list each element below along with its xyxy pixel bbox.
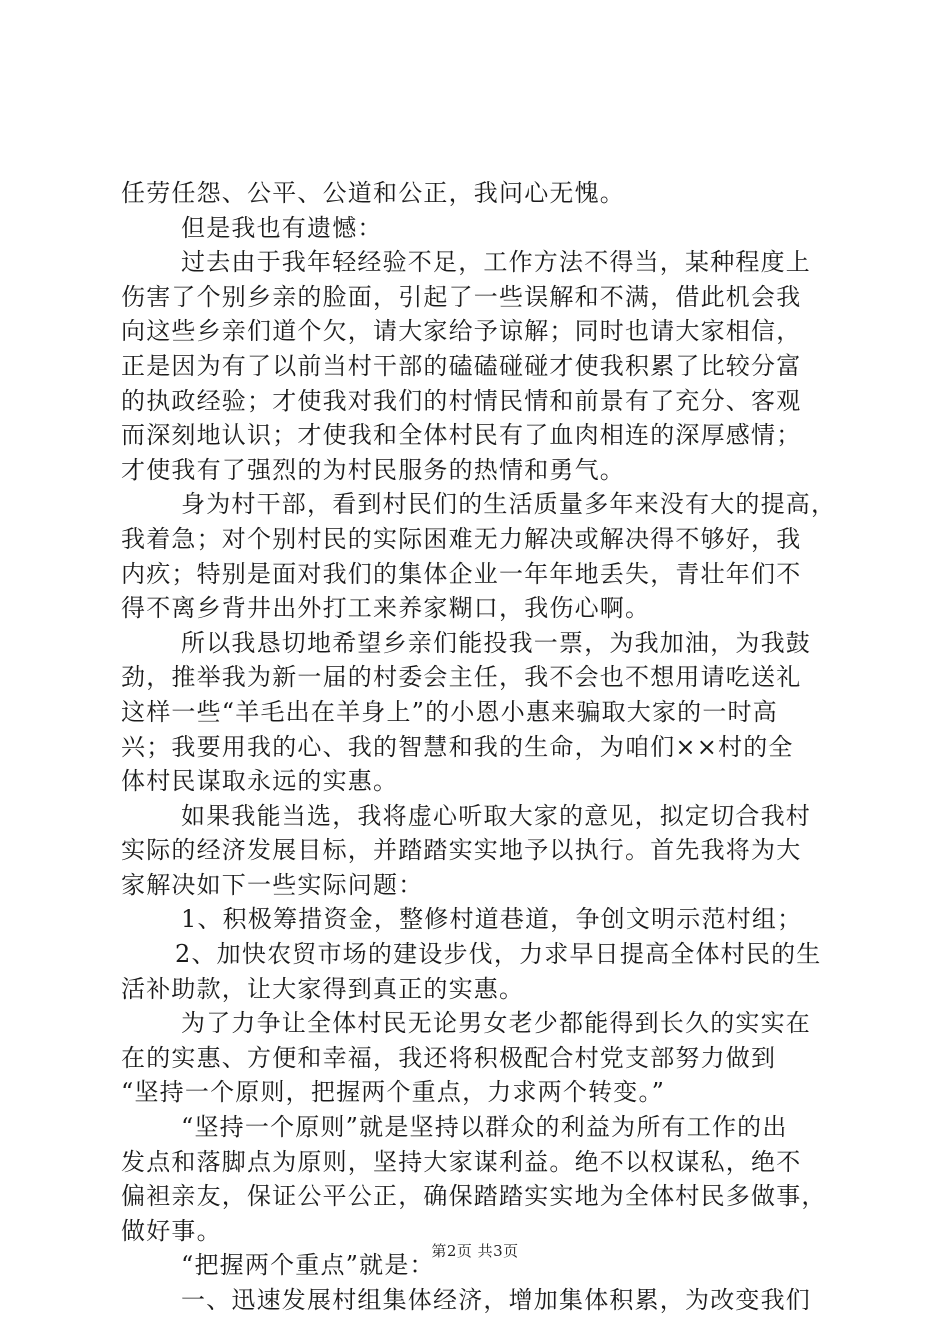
text-line: 伤害了个别乡亲的脸面，引起了一些误解和不满，借此机会我 [121, 282, 802, 311]
text-line: 家解决如下一些实际问题： [121, 870, 424, 899]
text-line: 所以我恳切地希望乡亲们能投我一票，为我加油，为我鼓 [181, 628, 811, 657]
text-line: 如果我能当选，我将虚心听取大家的意见，拟定切合我村 [181, 801, 811, 830]
text-line: 活补助款，让大家得到真正的实惠。 [121, 974, 525, 1003]
text-line: “把握两个重点”就是： [181, 1251, 435, 1280]
text-line: 向这些乡亲们道个欠，请大家给予谅解；同时也请大家相信， [121, 317, 802, 346]
text-line: 但是我也有遗憾： [181, 213, 383, 242]
text-line: “坚持一个原则，把握两个重点，力求两个转变。” [121, 1078, 666, 1107]
text-line: 我着急；对个别村民的实际困难无力解决或解决得不够好，我 [121, 524, 802, 553]
text-line: 一、迅速发展村组集体经济，增加集体积累，为改变我们 [181, 1286, 811, 1314]
text-line: 发点和落脚点为原则，坚持大家谋利益。绝不以权谋私，绝不 [121, 1147, 802, 1176]
text-line: 得不离乡背井出外打工来养家糊口，我伤心啊。 [121, 594, 651, 623]
text-line: 劲，推举我为新一届的村委会主任，我不会也不想用请吃送礼 [121, 663, 802, 692]
text-line: 正是因为有了以前当村干部的磕磕碰碰才使我积累了比较分富 [121, 351, 802, 380]
text-line: 1、积极筹措资金，整修村道巷道，争创文明示范村组； [181, 905, 803, 934]
text-line: 过去由于我年轻经验不足，工作方法不得当，某种程度上 [181, 248, 811, 277]
text-line: 才使我有了强烈的为村民服务的热情和勇气。 [121, 455, 625, 484]
text-line: 为了力争让全体村民无论男女老少都能得到长久的实实在 [181, 1009, 811, 1038]
text-line: “坚持一个原则”就是坚持以群众的利益为所有工作的出 [181, 1113, 788, 1142]
text-line: 内疚；特别是面对我们的集体企业一年年地丢失，青壮年们不 [121, 559, 802, 588]
text-line: 偏袒亲友，保证公平公正，确保踏踏实实地为全体村民多做事， [121, 1182, 827, 1211]
text-line: 任劳任怨、公平、公道和公正，我问心无愧。 [121, 179, 625, 207]
text-line: 实际的经济发展目标，并踏踏实实地予以执行。首先我将为大 [121, 836, 802, 865]
page-footer: 第2页 共3页 [431, 1242, 519, 1260]
text-line: 身为村干部，看到村民们的生活质量多年来没有大的提高， [181, 490, 837, 519]
text-line: 体村民谋取永远的实惠。 [121, 767, 399, 796]
text-line: 2、加快农贸市场的建设步伐，力求早日提高全体村民的生 [175, 940, 822, 969]
document-body [121, 176, 841, 1318]
text-line: 这样一些“羊毛出在羊身上”的小恩小惠来骗取大家的一时高 [121, 697, 778, 726]
text-line: 在的实惠、方便和幸福，我还将积极配合村党支部努力做到 [121, 1043, 777, 1072]
text-line: 做好事。 [121, 1216, 222, 1245]
text-line: 兴；我要用我的心、我的智慧和我的生命，为咱们××村的全 [121, 732, 794, 761]
text-line: 而深刻地认识；才使我和全体村民有了血肉相连的深厚感情； [121, 421, 802, 450]
text-line: 的执政经验；才使我对我们的村情民情和前景有了充分、客观 [121, 386, 802, 415]
